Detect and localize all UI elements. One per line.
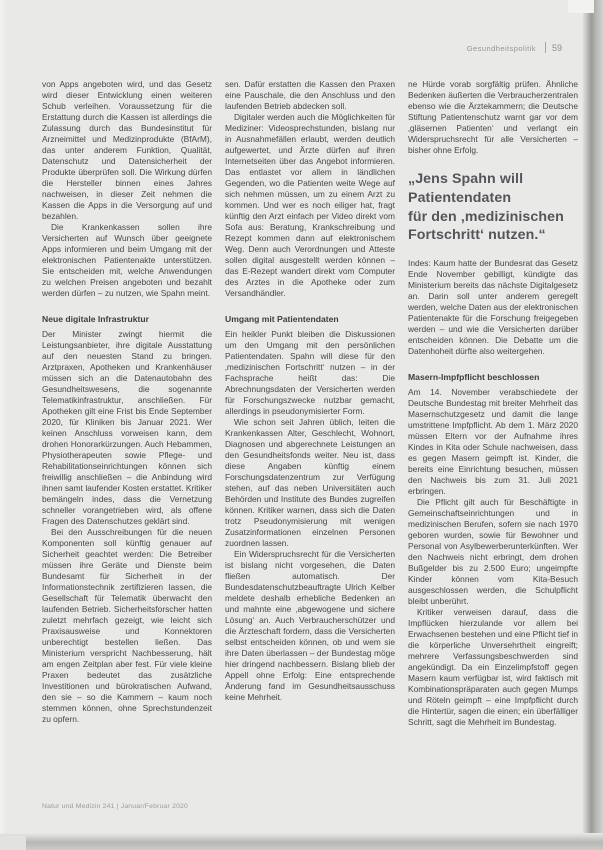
page-number: 59 xyxy=(551,43,562,53)
paragraph: Wie schon seit Jahren üblich, leiten die Krankenkassen Alter, Geschlecht, Wohnort, Diagnosen und abgerechnete Leistungen an den Gesundheitsfonds weiter. Neu ist, dass diese Angaben künftig einem Forschungsdatenzentrum zur Verfügung stehen, auf das neben Universitäten auch Behörden und Institute des Bundes zugreifen können. Kritiker warnen, dass sich die Daten trotz Pseudonymisierung mit wenigen Zusatzinformationen einzelnen Personen zuordnen lassen. xyxy=(225,417,395,548)
pull-quote-line: Patientendaten xyxy=(408,189,512,206)
section-heading: Neue digitale Infrastruktur xyxy=(42,314,149,324)
paragraph: ne Hürde vorab sorgfältig prüfen. Ähnliche Bedenken äußerten die Verbraucherzentralen ebenso wie die Ärztekammern; die Deutsche Stiftung Patientenschutz warnt gar vor dem ‚gläsernen Patienten‘ und verlangt ein Widerspruchsrecht für alle Versicherten – bisher ohne Erfolg. xyxy=(408,79,578,155)
paragraph: Die Pflicht gilt auch für Beschäftigte in Gemeinschaftseinrichtungen und in medizinischen Berufen, sofern sie nach 1970 geboren wurden, sowie für Bewohner und Personal von Asylbewerberunterkünften. Wer den Nachweis nicht erbringt, dem drohen Bußgelder bis zu 2.500 Euro; ungeimpfte Kinder können vom Kita-Besuch ausgeschlossen werden, die Schulpflicht bleibt unberührt. xyxy=(408,497,578,607)
pull-quote xyxy=(408,170,578,245)
paragraph: Der Minister zwingt hiermit die Leistungsanbieter, ihre digitale Ausstattung auf den neuesten Stand zu bringen. Arztpraxen, Apotheken und Krankenhäuser müssen sich an die Datenautobahn des Gesundheitswesens, die sogenannte Telematikinfrastruktur, anschließen. Für Apotheken gilt eine Frist bis Ende September 2020, für Kliniken bis Januar 2021. Wer keinen Anschluss vorweisen kann, dem drohen Honorarkürzungen. Auch Hebammen, Physiotherapeuten sowie Pflege- und Rehabilitationseinrichtungen können sich freiwillig anschließen – die Anbindung wird ihnen samt laufender Kosten erstattet. Kritiker bemängeln indes, dass die Vernetzung schneller vorangetrieben wird, als offene Fragen des Datenschutzes geklärt sind. xyxy=(42,329,212,526)
scan-edge-left xyxy=(0,0,7,850)
paragraph: Kritiker verweisen darauf, dass die Impflücken hierzulande vor allem bei Erwachsenen bestehen und eine Pflicht tief in die körperliche Unversehrtheit eingreift; mehrere Verfassungsbeschwerden sind angekündigt. Da ein Einzelimpfstoff gegen Masern kaum verfügbar ist, wird faktisch mit Kombinationspräparaten auch gegen Mumps und Röteln geimpft – eine Impfpflicht durch die Hintertür, sagen die einen; ein überfälliger Schritt, sagt die Mehrheit im Bundestag. xyxy=(408,607,578,728)
paragraph: von Apps angeboten wird, und das Gesetz wird dieser Entwicklung einen weiteren Schub verleihen. Voraussetzung für die Erstattung durch die Kassen ist allerdings die Zulassung durch das Bundesinstitut für Arzneimittel und Medizinprodukte (BfArM), das unter anderem Funktion, Qualität, Datenschutz und Datensicherheit der Produkte überprüfen soll. Die Wirkung dürfen die Hersteller binnen eines Jahres nachweisen, in dieser Zeit nehmen die Kassen die Apps in die Versorgung auf und bezahlen. xyxy=(42,79,212,221)
journal-footer: Natur und Medizin 241 | Januar/Februar 2020 xyxy=(42,803,189,810)
paragraph: Ein heikler Punkt bleiben die Diskussionen um den Umgang mit den persönlichen Patientendaten. Spahn will diese für den ‚medizinischen Fortschritt‘ nutzen – in der Fachsprache heißt das: Die Abrechnungsdaten der Versicherten werden für Forschungszwecke nutzbar gemacht, allerdings in pseudonymisierter Form. xyxy=(225,329,395,416)
text-column xyxy=(408,79,578,799)
scan-corner-bottom-left xyxy=(0,836,26,850)
paragraph: Am 14. November verabschiedete der Deutsche Bundestag mit breiter Mehrheit das Masernschutzgesetz und damit die lange umstrittene Impfpflicht. Ab dem 1. März 2020 müssen Eltern vor der Aufnahme ihres Kindes in Kita oder Schule nachweisen, dass es gegen Masern geimpft ist. Kinder, die bereits eine Einrichtung besuchen, müssen den Nachweis bis zum 31. Juli 2021 erbringen. xyxy=(408,387,578,497)
paragraph: Digitaler werden auch die Möglichkeiten für Mediziner: Videosprechstunden, bislang nur in Ausnahmefällen erlaubt, werden deutlich aufgewertet, und Ärzte dürfen auf ihren Internetseiten über das Angebot informieren. Das entlastet vor allem in ländlichen Gegenden, wo die Patienten weite Wege auf sich nehmen müssen, um zu einem Arzt zu kommen. Und wer es noch eiliger hat, fragt künftig den Arzt einfach per Video direkt vom Sofa aus: Beratung, Krankschreibung und Rezept kommen dann auf elektronischem Weg. Denn auch Verordnungen und Atteste sollen digital ausgestellt werden können – das E-Rezept wandert direkt vom Computer des Arztes in die Apotheke oder zum Versandhändler. xyxy=(225,112,395,298)
pull-quote-line: „Jens Spahn will xyxy=(408,171,524,187)
scan-edge-bottom xyxy=(0,833,603,850)
paragraph: Ein Widerspruchsrecht für die Versicherten ist bislang nicht vorgesehen, die Daten fließen automatisch. Der Bundesdatenschutzbeauftragte Ulrich Kelber meldete deshalb erhebliche Bedenken an und mahnte eine ‚abgewogene und sichere Lösung‘ an. Auch Verbraucherschützer und die Ärzteschaft fordern, dass die Versicherten selbst entscheiden können, ob und wem sie ihre Daten überlassen – der Bundestag möge hier dringend nachbessern. Bislang blieb der Appell ohne Erfolg: Eine entsprechende Änderung fand im Gesundheitsausschuss keine Mehrheit. xyxy=(225,549,395,702)
scan-corner-top-right xyxy=(568,0,594,13)
section-heading: Umgang mit Patientendaten xyxy=(225,314,339,324)
paragraph: Die Krankenkassen sollen ihre Versicherten auf Wunsch über geeignete Apps informieren und beim Umgang mit der elektronischen Patientenakte unterstützen. Sie entscheiden mit, welche Anwendungen zu welchen Preisen angeboten und bezahlt werden dürfen – zu nutzen, wie Spahn meint. xyxy=(42,222,212,298)
running-head xyxy=(0,38,562,56)
pull-quote-line: für den ‚medizinischen xyxy=(408,208,564,225)
text-column xyxy=(225,79,395,799)
paragraph: sen. Dafür erstatten die Kassen den Praxen eine Pauschale, die den Anschluss und den laufenden Betrieb abdecken soll. xyxy=(225,79,395,111)
pull-quote-line: Fortschritt‘ nutzen.“ xyxy=(408,227,546,244)
paragraph: Indes: Kaum hatte der Bundesrat das Gesetz Ende November gebilligt, kündigte das Ministerium bereits das nächste Digitalgesetz an. Darin soll unter anderem geregelt werden, welche Daten aus der elektronischen Patientenakte für die Forschung freigegeben werden – und wie die Versicherten darüber entscheiden können. Die Debatte um die Datenhoheit dürfte also weitergehen. xyxy=(408,258,578,357)
article-columns xyxy=(42,79,578,799)
section-heading: Masern-Impfpflicht beschlossen xyxy=(408,372,540,383)
scan-edge-right xyxy=(582,0,603,850)
text-column xyxy=(42,79,212,799)
section-label: Gesundheitspolitik xyxy=(466,44,536,53)
paragraph: Bei den Ausschreibungen für die neuen Komponenten soll künftig genauer auf Sicherheit geachtet werden: Die Betreiber müssen ihre Geräte und Dienste beim Bundesamt für Sicherheit in der Informationstechnik zertifizieren lassen, die Gesellschaft für Telematik überwacht den laufenden Betrieb. Sicherheitsforscher hatten zuletzt mehrfach gezeigt, wie leicht sich Praxisausweise und Konnektoren unberechtigt bestellen ließen. Das Ministerium verspricht Nachbesserung, hält am engen Zeitplan aber fest. Für viele kleine Praxen bedeutet das zusätzliche Investitionen und bürokratischen Aufwand, den sie – so die Kammern – kaum noch stemmen können, ohne Sprechstundenzeit zu opfern. xyxy=(42,527,212,724)
header-divider xyxy=(545,42,546,53)
